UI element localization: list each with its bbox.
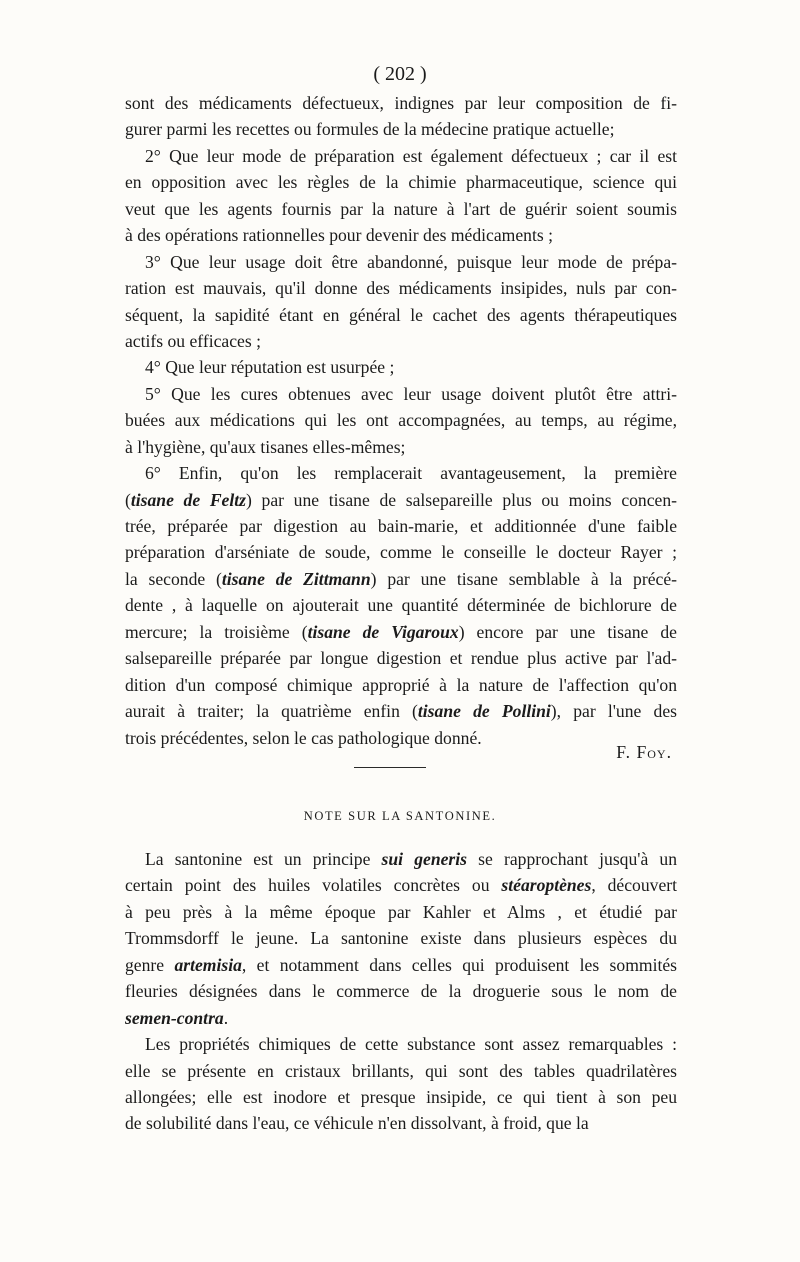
text-line bbox=[125, 539, 677, 565]
text-line bbox=[125, 169, 677, 195]
text-segment: mercure; la troisième ( bbox=[125, 621, 308, 642]
text-line bbox=[125, 899, 677, 925]
text-segment: 2° Que leur mode de préparation est également défectueux ; car il est bbox=[145, 145, 677, 166]
text-line bbox=[125, 978, 677, 1004]
text-segment: à l'hygiène, qu'aux tisanes elles-mêmes; bbox=[125, 436, 406, 457]
text-line bbox=[125, 487, 677, 513]
text-segment: genre bbox=[125, 954, 175, 975]
text-segment: buées aux médications qui les ont accompagnées, au temps, au régime, bbox=[125, 410, 677, 431]
text-segment: 3° Que leur usage doit être abandonné, puisque leur mode de prépa- bbox=[145, 251, 677, 272]
section-divider-rule bbox=[354, 767, 426, 768]
text-segment: préparation d'arséniate de soude, comme le conseille le docteur Rayer ; bbox=[125, 542, 677, 563]
text-line bbox=[125, 275, 677, 301]
text-segment: 4° Que leur réputation est usurpée ; bbox=[145, 357, 395, 378]
text-line bbox=[125, 434, 677, 460]
text-segment: La santonine est un principe bbox=[145, 849, 382, 869]
text-segment: aurait à traiter; la quatrième enfin ( bbox=[125, 701, 418, 722]
italic-term: artemisia bbox=[174, 954, 242, 975]
text-segment: . bbox=[223, 1007, 229, 1028]
text-line bbox=[125, 872, 677, 898]
santonine-text-section bbox=[125, 846, 677, 1137]
text-line bbox=[125, 645, 677, 671]
page-number: ( 202 ) bbox=[373, 63, 427, 85]
text-segment: gurer parmi les recettes ou formules de la médecine pratique actuelle; bbox=[125, 119, 615, 140]
text-line bbox=[125, 196, 677, 222]
text-segment: , découvert bbox=[591, 875, 677, 896]
italic-term: tisane de Vigaroux bbox=[307, 621, 459, 642]
text-segment: veut que les agents fournis par la nature à l'art de guérir soient soumis bbox=[125, 198, 677, 219]
text-segment: fleuries désignées dans le commerce de la droguerie sous le nom de bbox=[125, 981, 677, 1002]
text-line bbox=[125, 1005, 677, 1031]
text-segment: Trommsdorff le jeune. La santonine existe dans plusieurs espèces du bbox=[125, 928, 677, 949]
text-line bbox=[125, 460, 677, 486]
text-line bbox=[125, 116, 677, 142]
text-segment: certain point des huiles volatiles concrètes ou bbox=[125, 875, 502, 896]
text-segment: dition d'un composé chimique approprié à la nature de l'affection qu'on bbox=[125, 674, 677, 695]
text-segment: 5° Que les cures obtenues avec leur usage doivent plutôt être attri- bbox=[145, 383, 677, 404]
text-segment: actifs ou efficaces ; bbox=[125, 330, 261, 351]
text-line bbox=[125, 1031, 677, 1057]
text-line bbox=[125, 513, 677, 539]
text-line bbox=[125, 592, 677, 618]
text-segment: salsepareille préparée par longue digestion et rendue plus active par l'ad- bbox=[125, 648, 677, 669]
text-segment: elle se présente en cristaux brillants, qui sont des tables quadrilatères bbox=[125, 1060, 677, 1081]
text-segment: ) par une tisane de salsepareille plus ou moins concen- bbox=[246, 489, 677, 510]
text-line bbox=[125, 328, 677, 354]
text-segment: trois précédentes, selon le cas pathologique donné. bbox=[125, 727, 482, 748]
text-segment: ration est mauvais, qu'il donne des médicaments insipides, nuls par con- bbox=[125, 278, 677, 299]
text-line bbox=[125, 566, 677, 592]
text-segment: à peu près à la même époque par Kahler et Alms , et étudié par bbox=[125, 901, 677, 922]
text-line bbox=[125, 90, 677, 116]
text-segment: en opposition avec les règles de la chimie pharmaceutique, science qui bbox=[125, 172, 677, 193]
text-segment: 6° Enfin, qu'on les remplacerait avantageusement, la première bbox=[145, 463, 677, 484]
text-segment: de solubilité dans l'eau, ce véhicule n'en dissolvant, à froid, que la bbox=[125, 1113, 589, 1134]
text-line bbox=[125, 925, 677, 951]
author-signature: F. Foy. bbox=[616, 742, 672, 762]
italic-term: tisane de Pollini bbox=[417, 701, 551, 722]
text-line bbox=[125, 381, 677, 407]
italic-term: stéaroptènes bbox=[501, 875, 592, 896]
text-line bbox=[125, 672, 677, 698]
italic-term: tisane de Zittmann bbox=[221, 568, 371, 589]
section-heading: NOTE SUR LA SANTONINE. bbox=[303, 809, 497, 823]
text-segment: ) par une tisane semblable à la précé- bbox=[370, 568, 677, 589]
text-line bbox=[125, 302, 677, 328]
text-segment: allongées; elle est inodore et presque insipide, ce qui tient à son peu bbox=[125, 1086, 677, 1107]
text-segment: trée, préparée par digestion au bain-marie, et additionnée d'une faible bbox=[125, 516, 677, 536]
text-segment: ), par l'une des bbox=[550, 701, 677, 722]
text-segment: à des opérations rationnelles pour devenir des médicaments ; bbox=[125, 225, 553, 246]
main-text-section bbox=[125, 90, 677, 751]
text-segment: la seconde ( bbox=[125, 568, 222, 589]
text-line bbox=[125, 1084, 677, 1110]
text-segment: ( bbox=[125, 489, 131, 510]
text-line bbox=[125, 619, 677, 645]
italic-term: tisane de Feltz bbox=[130, 489, 246, 510]
text-line bbox=[125, 407, 677, 433]
text-line bbox=[125, 1110, 677, 1136]
text-line bbox=[125, 143, 677, 169]
text-segment: se rapprochant jusqu'à un bbox=[467, 849, 677, 869]
text-segment: sont des médicaments défectueux, indignes par leur composition de fi- bbox=[125, 93, 677, 113]
text-line bbox=[125, 1058, 677, 1084]
italic-term: semen-contra bbox=[125, 1007, 224, 1028]
text-line bbox=[125, 846, 677, 872]
text-line bbox=[125, 249, 677, 275]
text-line bbox=[125, 354, 677, 380]
text-line bbox=[125, 952, 677, 978]
italic-term: sui generis bbox=[381, 849, 468, 869]
text-line bbox=[125, 222, 677, 248]
text-segment: Les propriétés chimiques de cette substance sont assez remarquables : bbox=[145, 1034, 677, 1055]
text-line bbox=[125, 698, 677, 724]
text-segment: ) encore par une tisane de bbox=[458, 621, 677, 642]
text-segment: séquent, la sapidité étant en général le cachet des agents thérapeutiques bbox=[125, 304, 677, 325]
text-segment: dente , à laquelle on ajouterait une quantité déterminée de bichlorure de bbox=[125, 595, 677, 616]
text-segment: , et notamment dans celles qui produisent les sommités bbox=[241, 954, 677, 975]
